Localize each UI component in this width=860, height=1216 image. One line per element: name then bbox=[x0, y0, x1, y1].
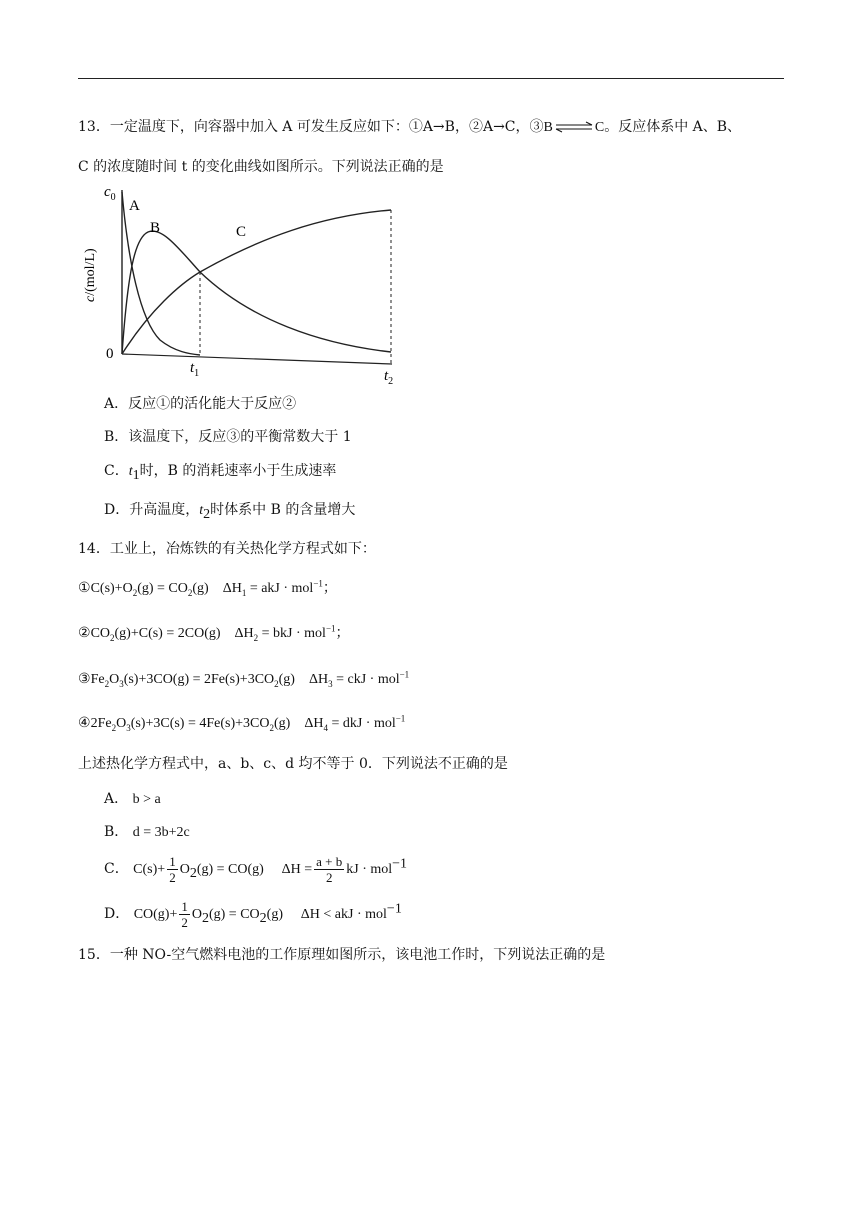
t1-label: $t_1$ bbox=[190, 360, 200, 379]
a-plus-b-fraction: $\frac{a + b}{2}$ bbox=[316, 853, 343, 885]
q14-option-d: D． CO(g)+ $\frac{1}{2}$ $O_2(g) = CO_2(g)$ ΔH < akJ · mol$^{-1}$ bbox=[104, 898, 402, 930]
q13-stem-line1: 13．一定温度下，向容器中加入 A 可发生反应如下：①A→B，②A→C，③B C。反应体系中 A、B、 bbox=[78, 119, 742, 135]
y-top-label: $c_0$ bbox=[104, 184, 116, 203]
q13-option-a: A．反应①的活化能大于反应② bbox=[104, 396, 297, 412]
q14-condition: 上述热化学方程式中，a、b、c、d 均不等于 0．下列说法不正确的是 bbox=[78, 756, 508, 772]
q14-equation-3: $③Fe_2O_3(s)+3CO(g) = 2Fe(s)+3CO_2(g)$ $\Delta H_3$ = ckJ · mol$^{-1}$ bbox=[78, 669, 410, 689]
half-fraction: $\frac{1}{2}$ bbox=[169, 853, 176, 885]
q14-option-b: B． d = 3b+2c bbox=[104, 824, 190, 840]
t2-label: $t_2$ bbox=[384, 368, 394, 387]
q14-equation-1: $①C(s)+O_2(g) = CO_2(g)$ $\Delta H_1$ = akJ · mol$^{-1}$； bbox=[78, 578, 337, 598]
half-fraction: $\frac{1}{2}$ bbox=[181, 898, 188, 930]
curve-a bbox=[122, 192, 200, 355]
q15-stem: 15．一种 NO-空气燃料电池的工作原理如图所示，该电池工作时，下列说法正确的是 bbox=[78, 947, 606, 963]
q14-option-a: A． b > a bbox=[104, 791, 161, 807]
q14-equation-4: $④2Fe_2O_3(s)+3C(s) = 4Fe(s)+3CO_2(g)$ $\Delta H_4$ = dkJ · mol$^{-1}$ bbox=[78, 713, 406, 733]
q14-equation-2: $②CO_2(g)+C(s) = 2CO(g)$ $\Delta H_2$ = bkJ · mol$^{-1}$； bbox=[78, 623, 350, 643]
q13-option-c: C．$t_1$时，B 的消耗速率小于生成速率 bbox=[104, 463, 337, 483]
q14-stem: 14．工业上，冶炼铁的有关热化学方程式如下： bbox=[78, 541, 376, 557]
x-axis bbox=[122, 354, 392, 364]
concentration-time-graph bbox=[80, 180, 420, 390]
y-axis-label: c/(mol/L) bbox=[83, 248, 98, 302]
q13-option-b: B．该温度下，反应③的平衡常数大于 1 bbox=[104, 429, 352, 445]
q14-option-c: C． C(s)+ $\frac{1}{2}$ $O_2(g) = CO(g)$ ΔH = $\frac{a + b}{2}$ kJ · mol$^{-1}$ bbox=[104, 853, 408, 885]
q13-stem-line2: C 的浓度随时间 t 的变化曲线如图所示。下列说法正确的是 bbox=[78, 159, 444, 175]
curve-b bbox=[122, 231, 391, 354]
equilibrium-arrow-icon bbox=[554, 121, 594, 133]
curve-c-label: C bbox=[236, 224, 247, 240]
curve-c bbox=[122, 210, 391, 354]
curve-a-label: A bbox=[129, 198, 140, 214]
header-rule bbox=[78, 78, 784, 79]
curve-b-label: B bbox=[150, 220, 161, 236]
q13-option-d: D．升高温度，$t_2$时体系中 B 的含量增大 bbox=[104, 502, 356, 522]
origin-label: 0 bbox=[106, 346, 114, 362]
